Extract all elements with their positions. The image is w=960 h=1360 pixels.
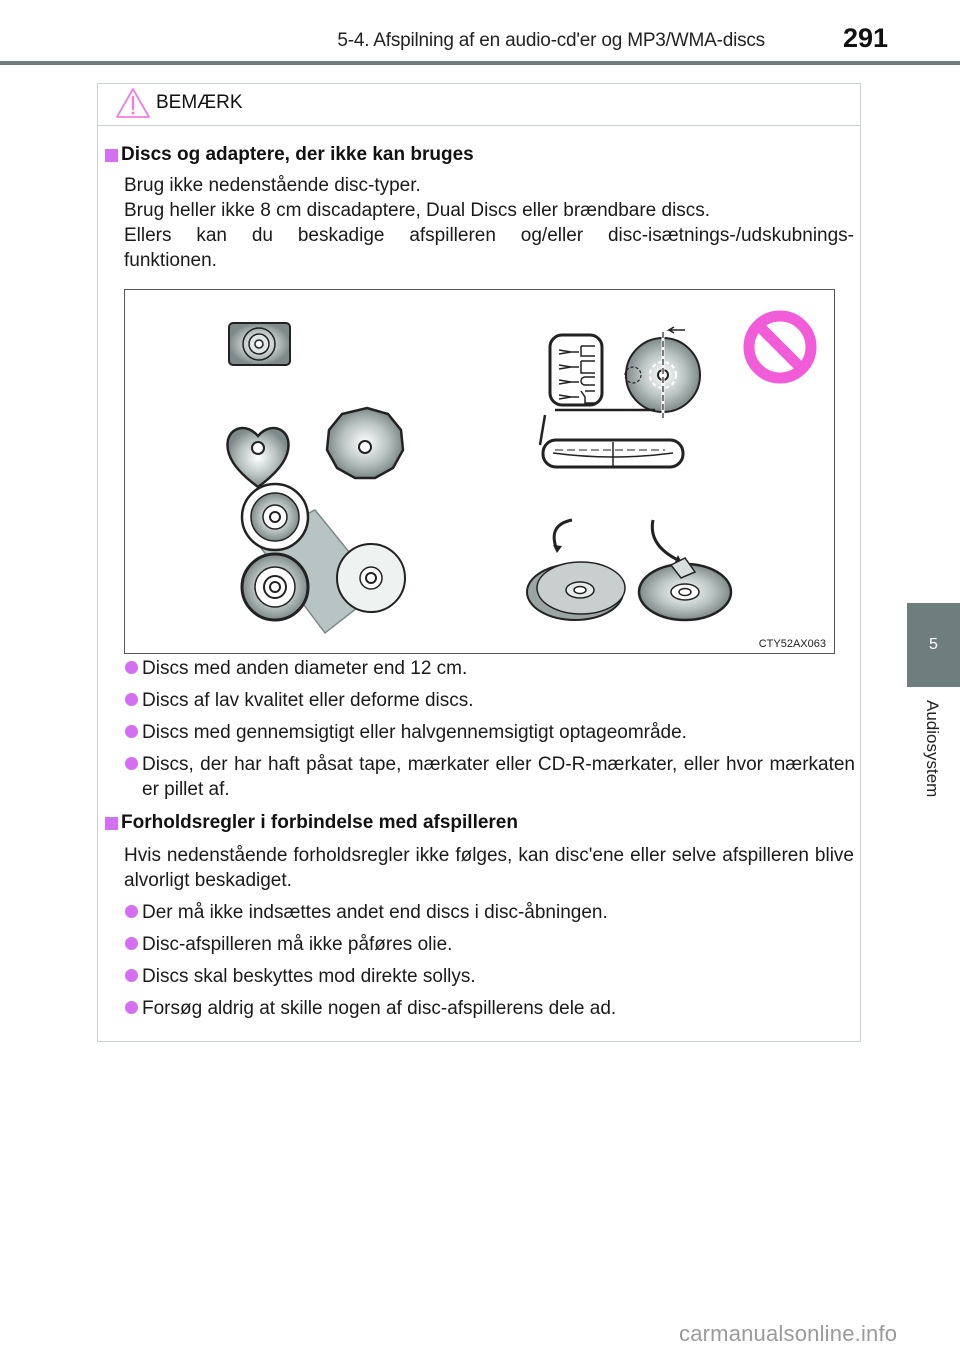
chapter-number: 5 (929, 636, 938, 653)
header-divider (0, 61, 960, 65)
list-item-text: Der må ikke indsættes andet end discs i disc-åbningen. (142, 902, 608, 923)
round-bullet-icon (125, 725, 138, 738)
list-item (124, 996, 855, 1021)
section-heading-text: Forholdsregler i forbindelse med afspilleren (121, 812, 518, 833)
list-item (124, 964, 855, 989)
chapter-label (912, 700, 952, 830)
round-bullet-icon (125, 1001, 138, 1014)
list-item-text: Disc-afspilleren må ikke påføres olie. (142, 934, 453, 955)
round-bullet-icon (125, 757, 138, 770)
paragraph-line: Brug heller ikke 8 cm discadaptere, Dual Discs eller brændbare discs. (124, 200, 711, 221)
transparent-disc-icon (337, 544, 405, 612)
round-bullet-icon (125, 969, 138, 982)
heart-shaped-disc-icon (227, 428, 288, 487)
list-item-text: Discs med gennemsigtigt eller halvgennemsigtigt optageområde. (142, 722, 687, 743)
paragraph-line: Brug ikke nedenstående disc-typer. (124, 175, 421, 196)
disc-illustrations (125, 290, 833, 652)
paragraph-line: Ellers kan du beskadige afspilleren og/eller disc-isætnings-/udskubnings- (124, 225, 854, 246)
page-number: 291 (843, 23, 889, 53)
section-heading (98, 144, 862, 170)
section-paragraph (124, 173, 854, 273)
defective-edge-disc-icon (540, 327, 700, 467)
warning-triangle-icon (115, 87, 151, 119)
unusable-discs-list (98, 656, 862, 802)
list-item (124, 688, 855, 713)
note-header (98, 84, 860, 126)
peeling-label-disc-icon (527, 520, 625, 620)
list-item (124, 720, 855, 745)
note-box (97, 83, 861, 1042)
section-player-precautions (98, 812, 862, 1021)
round-bullet-icon (125, 905, 138, 918)
round-bullet-icon (125, 661, 138, 674)
taped-disc-icon (639, 520, 731, 620)
square-bullet-icon (105, 149, 118, 162)
figure-code: CTY52AX063 (758, 638, 826, 650)
unusable-discs-figure (124, 289, 835, 654)
round-bullet-icon (125, 937, 138, 950)
list-item (124, 752, 855, 802)
chapter-label-text: Audiosystem (923, 700, 942, 798)
list-item-text: Discs skal beskyttes mod direkte sollys. (142, 966, 476, 987)
8cm-disc-icon (242, 554, 308, 620)
chapter-tab (907, 603, 960, 687)
section-heading-text: Discs og adaptere, der ikke kan bruges (121, 144, 474, 165)
list-item-text: Discs af lav kvalitet eller deforme discs. (142, 690, 474, 711)
list-item (124, 932, 855, 957)
paragraph-line: funktionen. (124, 250, 217, 271)
list-item (124, 900, 855, 925)
note-title: BEMÆRK (156, 92, 243, 113)
list-item-text: Discs, der har haft påsat tape, mærkater eller CD-R-mærkater, eller hvor mærkaten er pillet af. (142, 754, 855, 800)
list-item-text: Forsøg aldrig at skille nogen af disc-afspillerens dele ad. (142, 998, 617, 1019)
octagonal-disc-icon (327, 408, 403, 478)
section-heading (98, 812, 862, 838)
8cm-disc-adapter-icon (242, 484, 308, 550)
section-title: 5-4. Afspilning af en audio-cd'er og MP3/WMA-discs (337, 30, 765, 51)
no-entry-icon (749, 316, 811, 378)
list-item-text: Discs med anden diameter end 12 cm. (142, 658, 468, 679)
square-bullet-icon (105, 817, 118, 830)
round-bullet-icon (125, 693, 138, 706)
section-paragraph: Hvis nedenstående forholdsregler ikke følges, kan disc'ene eller selve afspilleren blive alvorligt beskadiget. (124, 845, 854, 891)
section-unusable-discs (98, 144, 862, 273)
list-item (124, 656, 855, 681)
rectangular-disc-icon (229, 323, 290, 365)
watermark: carmanualsonline.info (679, 1321, 898, 1346)
